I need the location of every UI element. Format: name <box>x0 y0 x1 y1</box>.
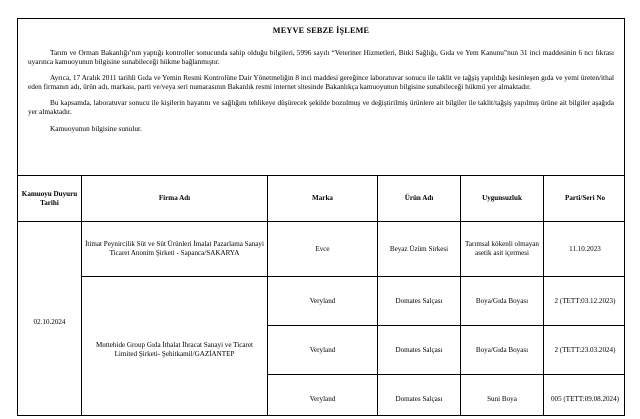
document-frame <box>17 18 625 416</box>
brand-cell: Evce <box>268 222 378 277</box>
brand-cell: Veryland <box>268 326 378 375</box>
paragraph-2: Ayrıca, 17 Aralık 2011 tarihli Gıda ve Yemin Resmi Kontrolüne Dair Yönetmeliğin 8 inci maddesi gereğince laboratuvar sonucu ile taklit ve tağşiş yapıldığı kesinleşen gıda ve yemi üreten/ithal eden firmanın adı, ürün adı, markası, parti ve/veya seri numarasının Bakanlık resmi internet sitesinde Bakanlıkça kamuoyunun bilgisine sunabileceği hükmü yer almaktadır. <box>28 73 614 91</box>
batch-cell: 11.10.2023 <box>544 222 626 277</box>
header-date: Kamuoyu Duyuru Tarihi <box>18 176 82 222</box>
firm-name: İtimat Peynircilik Süt ve Süt Ürünleri İmalat Pazarlama Sanayi Ticaret Anonim Şirketi - Sapanca/SAKARYA <box>82 222 268 277</box>
paragraph-3: Bu kapsamda, laboratuvar sonucu ile kişilerin hayatını ve sağlığını tehlikeye düşürecek şekilde bozulmuş ve değiştirilmiş ürünlere ait bilgiler ile taklit/tağşiş yapılmış ürüne ait bilgiler aşağıda yer almaktadır. <box>28 98 614 116</box>
batch-cell: 2 (TETT:23.03.2024) <box>544 326 626 375</box>
paragraph-1: Tarım ve Orman Bakanlığı’nın yaptığı kontroller sonucunda sahip olduğu bilgileri, 5996 sayılı “Veteriner Hizmetleri, Bitki Sağlığı, Gıda ve Yem Kanunu”nun 31 inci maddesinin 6 ncı fıkrası uyarınca kamuoyunun bilgisine sunabileceği hükme bağlanmıştır. <box>28 48 614 66</box>
table-row <box>18 277 626 326</box>
header-product: Ürün Adı <box>378 176 461 222</box>
brand-cell: Veryland <box>268 277 378 326</box>
nonconformity-cell: Suni Boya <box>461 375 544 417</box>
table-row <box>18 222 626 277</box>
product-cell: Domates Salçası <box>378 277 461 326</box>
header-brand: Marka <box>268 176 378 222</box>
product-cell: Beyaz Üzüm Sirkesi <box>378 222 461 277</box>
table-header-row <box>18 176 626 222</box>
firm-name: Muttehide Group Gıda İthalat İhracat Sanayi ve Ticaret Limited Şirketi- Şehitkamil/GAZİANTEP <box>82 277 268 417</box>
paragraph-4: Kamuoyunun bilgisine sunulur. <box>50 124 142 133</box>
notice-table <box>17 175 625 416</box>
header-firm: Firma Adı <box>82 176 268 222</box>
header-batch: Parti/Seri No <box>544 176 626 222</box>
header-nonconformity: Uygunsuzluk <box>461 176 544 222</box>
document-title: MEYVE SEBZE İŞLEME <box>272 26 370 35</box>
nonconformity-cell: Tarımsal kökenli olmayan asetik asit içermesi <box>461 222 544 277</box>
brand-cell: Veryland <box>268 375 378 417</box>
product-cell: Domates Salçası <box>378 375 461 417</box>
announcement-date: 02.10.2024 <box>18 222 82 417</box>
nonconformity-cell: Boya/Gıda Boyası <box>461 277 544 326</box>
batch-cell: 005 (TETT:09.08.2024) <box>544 375 626 417</box>
nonconformity-cell: Boya/Gıda Boyası <box>461 326 544 375</box>
product-cell: Domates Salçası <box>378 326 461 375</box>
batch-cell: 2 (TETT:03.12.2023) <box>544 277 626 326</box>
